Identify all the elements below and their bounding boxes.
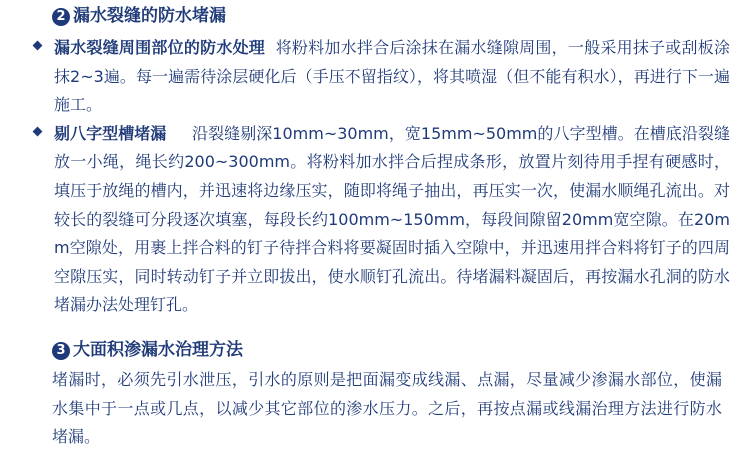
list-item-2 [40,120,730,320]
section-2-number-badge: 2 [52,8,70,26]
section-2-body [40,34,730,320]
section-2-heading [52,4,226,28]
list-item-2-text: 沿裂缝剔深10mm~30mm，宽15mm~50mm的八字型槽。在槽底沿裂缝放一小绳，绳长约200~300mm。将粉料加水拌合后捏成条形，放置片刻待用手捏有硬感时，填压于放绳的槽内，并迅速将边缘压实，随即将绳子抽出，再压实一次，使漏水顺绳孔流出。对较长的裂缝可分段逐次填塞，每段长约100mm~150mm，每段间隙留20mm宽空隙。在20mm空隙处，用裹上拌合料的钉子待拌合料将要凝固时插入空隙中，并迅速用拌合料将钉子的四周空隙压实，同时转动钉子并立即拔出，使水顺钉孔流出。待堵漏料凝固后，再按漏水孔洞的防水堵漏办法处理钉孔。 [54,123,730,315]
list-item-1 [40,34,730,120]
list-item-1-term: 漏水裂缝周围部位的防水处理 [54,38,266,57]
section-3-heading [52,338,243,362]
section-3-number-badge: 3 [52,342,70,360]
list-item-2-term: 剔八字型槽堵漏 [54,123,167,143]
section-3-title: 大面积渗漏水治理方法 [73,340,243,360]
diamond-bullet-icon [33,126,43,136]
list-item-1-text: 将粉料加水拌合后涂抹在漏水缝隙周围，一般采用抹子或刮板涂抹2~3遍。每一遍需待涂层硬化后（手压不留指纹），将其喷湿（但不能有积水），再进行下一遍施工。 [54,38,730,115]
section-3-text: 堵漏时，必须先引水泄压，引水的原则是把面漏变成线漏、点漏，尽量减少渗漏水部位，使漏水集中于一点或几点，以减少其它部位的渗水压力。之后，再按点漏或线漏治理方法进行防水堵漏。 [52,370,722,447]
section-2-title: 漏水裂缝的防水堵漏 [73,6,226,26]
diamond-bullet-icon [33,41,43,51]
